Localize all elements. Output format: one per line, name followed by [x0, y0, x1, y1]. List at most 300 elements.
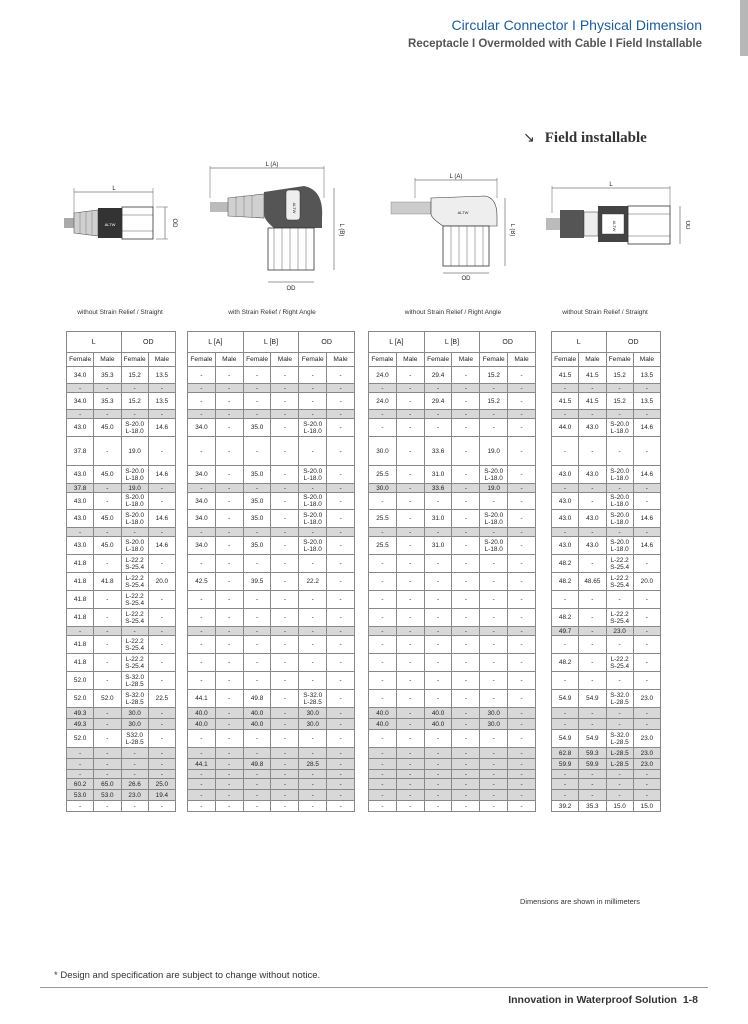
table-cell: - [508, 636, 536, 654]
table-row [369, 393, 536, 410]
table-cell: 49.3 [67, 708, 94, 719]
table-row [552, 770, 661, 779]
table-cell: - [271, 609, 299, 627]
table-cell: - [327, 770, 355, 779]
table-cell: S-20.0 L-18.0 [606, 419, 633, 437]
table-cell: - [480, 493, 508, 510]
table-cell: - [215, 609, 243, 627]
dimension-table-3 [368, 331, 536, 812]
table-cell: - [188, 410, 216, 419]
table-cell: 59.9 [579, 759, 606, 770]
table-cell: 35.3 [94, 393, 121, 410]
table-cell: - [188, 393, 216, 410]
table-cell: - [148, 708, 175, 719]
table-row [67, 573, 176, 591]
table-cell: - [327, 384, 355, 393]
table-cell: - [480, 672, 508, 690]
table-cell: - [327, 627, 355, 636]
table-cell: - [271, 437, 299, 466]
table-cell: - [424, 384, 452, 393]
table-cell: - [327, 790, 355, 801]
table-cell: - [271, 410, 299, 419]
table-cell: - [452, 528, 480, 537]
table-cell: - [271, 510, 299, 528]
table-row [188, 690, 355, 708]
table-cell: - [508, 801, 536, 812]
table-cell: - [508, 466, 536, 484]
table-cell: - [188, 636, 216, 654]
table-cell: 45.0 [94, 537, 121, 555]
table-cell: - [508, 730, 536, 748]
table-cell: 14.6 [633, 466, 660, 484]
table-row [67, 466, 176, 484]
table-cell: 33.6 [424, 484, 452, 493]
table-cell: - [271, 493, 299, 510]
table-row [369, 730, 536, 748]
column-header: L [552, 332, 607, 353]
table-row [188, 528, 355, 537]
table-row [188, 708, 355, 719]
table-row [188, 393, 355, 410]
table-cell: - [67, 384, 94, 393]
table-cell: - [579, 484, 606, 493]
table-cell: - [327, 466, 355, 484]
table-cell: 43.0 [579, 466, 606, 484]
spec-table [187, 331, 355, 812]
table-cell: - [67, 410, 94, 419]
table-cell: 13.5 [633, 367, 660, 384]
table-row [67, 367, 176, 384]
table-cell: - [243, 801, 271, 812]
table-cell: 22.2 [299, 573, 327, 591]
table-row [188, 510, 355, 528]
table-row [188, 627, 355, 636]
table-cell: - [508, 510, 536, 528]
table-cell: 15.2 [480, 393, 508, 410]
table-cell: 25.5 [369, 510, 397, 528]
table-cell: - [396, 609, 424, 627]
table-row [552, 466, 661, 484]
table-cell: 23.0 [633, 730, 660, 748]
column-header: OD [299, 332, 355, 353]
table-cell: 41.5 [579, 393, 606, 410]
table-cell: 35.0 [243, 466, 271, 484]
table-cell: - [94, 759, 121, 770]
table-cell: 34.0 [188, 493, 216, 510]
table-cell: - [94, 801, 121, 812]
table-cell: - [452, 770, 480, 779]
table-cell: - [271, 393, 299, 410]
table-row [188, 555, 355, 573]
table-row [67, 654, 176, 672]
table-cell: 35.3 [579, 801, 606, 812]
table-cell: - [369, 672, 397, 690]
table-cell: 30.0 [480, 719, 508, 730]
brand-mark: ALTW [104, 222, 116, 227]
table-row [369, 672, 536, 690]
table-cell: 65.0 [94, 779, 121, 790]
table-cell: 20.0 [633, 573, 660, 591]
table-cell: - [271, 466, 299, 484]
table-cell: - [508, 748, 536, 759]
table-cell: - [579, 790, 606, 801]
table-cell: - [369, 591, 397, 609]
table-cell: - [606, 770, 633, 779]
table-cell: - [579, 654, 606, 672]
table-row [552, 801, 661, 812]
table-row [188, 636, 355, 654]
table-cell: - [369, 555, 397, 573]
table-cell: 15.2 [480, 367, 508, 384]
table-cell: - [508, 708, 536, 719]
table-cell: - [633, 437, 660, 466]
table-cell: - [369, 801, 397, 812]
table-cell: - [299, 410, 327, 419]
table-cell: - [369, 609, 397, 627]
table-cell: - [579, 528, 606, 537]
table-row [67, 537, 176, 555]
table-cell: 30.0 [480, 708, 508, 719]
gender-subheader: Female [67, 353, 94, 367]
table-cell: 49.8 [243, 690, 271, 708]
brand-mark: ALTW [292, 202, 297, 214]
table-cell: 13.5 [148, 367, 175, 384]
table-cell: 14.6 [633, 510, 660, 528]
table-row [67, 493, 176, 510]
table-cell: - [94, 528, 121, 537]
table-cell: - [243, 555, 271, 573]
table-cell: - [148, 759, 175, 770]
table-row [552, 672, 661, 690]
table-cell: 59.3 [579, 748, 606, 759]
table-cell: 14.6 [633, 419, 660, 437]
table-cell: - [452, 609, 480, 627]
table-cell: - [67, 528, 94, 537]
table-row [188, 493, 355, 510]
section-heading [523, 130, 647, 147]
table-cell: - [606, 719, 633, 730]
table-cell: - [633, 555, 660, 573]
table-cell: 34.0 [188, 466, 216, 484]
table-cell: - [396, 437, 424, 466]
table-cell: - [299, 384, 327, 393]
table-cell: S-32.0 L-28.5 [606, 690, 633, 708]
table-cell: - [243, 393, 271, 410]
table-cell: - [606, 384, 633, 393]
table-row [552, 627, 661, 636]
table-row [67, 690, 176, 708]
table-cell: - [327, 393, 355, 410]
table-cell: L-28.5 [606, 759, 633, 770]
table-cell: - [452, 466, 480, 484]
table-cell: 19.4 [148, 790, 175, 801]
table-cell: - [508, 609, 536, 627]
table-cell: - [299, 555, 327, 573]
table-cell: - [299, 779, 327, 790]
table-cell: 49.3 [67, 719, 94, 730]
gender-subheader: Male [94, 353, 121, 367]
table-row [67, 672, 176, 690]
table-cell: 45.0 [94, 510, 121, 528]
table-row [369, 748, 536, 759]
table-cell: 19.0 [121, 437, 148, 466]
table-cell: - [579, 410, 606, 419]
table-cell: S-20.0 L-18.0 [299, 537, 327, 555]
table-cell: S-20.0 L-18.0 [606, 537, 633, 555]
table-cell: 41.5 [552, 393, 579, 410]
table-cell: - [121, 759, 148, 770]
table-cell: 40.0 [243, 719, 271, 730]
table-cell: 25.5 [369, 537, 397, 555]
table-cell: - [396, 367, 424, 384]
table-row [67, 410, 176, 419]
table-cell: - [369, 384, 397, 393]
dimension-table-2 [187, 331, 355, 812]
table-cell: - [579, 779, 606, 790]
table-cell: - [271, 790, 299, 801]
table-row [188, 730, 355, 748]
table-cell: - [148, 528, 175, 537]
table-cell: - [579, 493, 606, 510]
table-cell: 43.0 [552, 493, 579, 510]
table-cell: 49.7 [552, 627, 579, 636]
table-cell: - [633, 627, 660, 636]
table-cell: 40.0 [369, 719, 397, 730]
table-cell: - [396, 627, 424, 636]
table-cell: - [369, 690, 397, 708]
table-cell: 60.2 [67, 779, 94, 790]
table-cell: - [299, 748, 327, 759]
table-cell: 19.0 [480, 484, 508, 493]
table-cell: S-32.0 L-28.5 [606, 730, 633, 748]
table-row [67, 790, 176, 801]
table-cell: - [552, 708, 579, 719]
table-cell: - [271, 770, 299, 779]
table-cell: - [148, 654, 175, 672]
table-cell: - [452, 573, 480, 591]
table-cell: 43.0 [552, 510, 579, 528]
table-cell: - [579, 708, 606, 719]
table-cell: 43.0 [579, 419, 606, 437]
table-cell: - [327, 437, 355, 466]
table-cell: 40.0 [188, 719, 216, 730]
table-cell: - [121, 384, 148, 393]
table-row [369, 410, 536, 419]
table-cell: 45.0 [94, 466, 121, 484]
table-cell: - [94, 591, 121, 609]
table-cell: - [121, 770, 148, 779]
table-cell: S-20.0 L-18.0 [299, 466, 327, 484]
table-cell: 14.6 [148, 537, 175, 555]
table-row [552, 573, 661, 591]
table-cell: - [215, 555, 243, 573]
table-cell: 15.2 [606, 393, 633, 410]
table-cell: - [452, 591, 480, 609]
table-row [67, 393, 176, 410]
table-cell: - [480, 790, 508, 801]
table-cell: 41.8 [67, 636, 94, 654]
table-cell: - [480, 759, 508, 770]
table-cell: - [148, 493, 175, 510]
table-cell: - [327, 419, 355, 437]
table-cell: - [369, 790, 397, 801]
table-row [188, 419, 355, 437]
table-cell: - [299, 484, 327, 493]
table-cell: - [424, 801, 452, 812]
page-title: Circular Connector I Physical Dimension [451, 17, 702, 33]
table-cell: - [369, 493, 397, 510]
table-cell: - [148, 627, 175, 636]
table-cell: - [480, 555, 508, 573]
table-cell: L-22.2 S-25.4 [606, 573, 633, 591]
table-cell: - [148, 591, 175, 609]
dim-la-label: L (A) [449, 174, 463, 180]
dimension-table-1 [66, 331, 176, 812]
table-cell: 41.5 [552, 367, 579, 384]
table-cell: - [327, 690, 355, 708]
table-cell: - [148, 801, 175, 812]
table-cell: - [94, 410, 121, 419]
table-cell: 22.5 [148, 690, 175, 708]
table-cell: 34.0 [188, 419, 216, 437]
table-cell: 37.8 [67, 437, 94, 466]
table-cell: - [452, 537, 480, 555]
table-cell: 15.2 [121, 367, 148, 384]
table-cell: - [94, 654, 121, 672]
table-cell: 35.3 [94, 367, 121, 384]
table-cell: S-20.0 L-18.0 [121, 419, 148, 437]
gender-subheader: Male [396, 353, 424, 367]
table-cell: 29.4 [424, 367, 452, 384]
gender-subheader: Female [243, 353, 271, 367]
table-cell: 43.0 [67, 510, 94, 528]
table-row [552, 367, 661, 384]
table-cell: - [452, 708, 480, 719]
drawing-right-angle-strain-relief [204, 158, 354, 300]
table-cell: - [121, 410, 148, 419]
table-cell: 29.4 [424, 393, 452, 410]
table-cell: - [299, 672, 327, 690]
drawing-right-angle-no-strain-relief [385, 158, 515, 300]
column-header: L [A] [369, 332, 425, 353]
table-cell: - [327, 654, 355, 672]
table-cell: - [508, 367, 536, 384]
table-cell: - [552, 770, 579, 779]
table-cell: - [188, 528, 216, 537]
table-cell: - [508, 410, 536, 419]
table-cell: - [452, 801, 480, 812]
table-cell: - [215, 393, 243, 410]
table-cell: - [633, 384, 660, 393]
brand-mark: ALTW [612, 220, 617, 232]
table-row [552, 730, 661, 748]
table-cell: - [396, 748, 424, 759]
table-cell: - [396, 384, 424, 393]
table-row [188, 537, 355, 555]
table-cell: - [299, 393, 327, 410]
table-cell: - [633, 591, 660, 609]
table-row [552, 790, 661, 801]
table-cell: 23.0 [633, 759, 660, 770]
table-cell: - [396, 466, 424, 484]
table-row [369, 493, 536, 510]
table-cell: - [633, 410, 660, 419]
spec-table [66, 331, 176, 812]
table-cell: - [299, 770, 327, 779]
table-cell: - [148, 719, 175, 730]
table-cell: 53.0 [67, 790, 94, 801]
table-cell: - [243, 748, 271, 759]
table-cell: 26.6 [121, 779, 148, 790]
table-cell: - [215, 510, 243, 528]
table-cell: 52.0 [67, 672, 94, 690]
footer [508, 994, 698, 1006]
dim-lb-label: L (B) [509, 223, 515, 237]
table-cell: - [243, 484, 271, 493]
table-row [369, 484, 536, 493]
table-cell: - [327, 493, 355, 510]
table-cell: L-22.2 S-25.4 [121, 555, 148, 573]
table-cell: 41.8 [67, 654, 94, 672]
table-row [188, 437, 355, 466]
table-cell: - [271, 573, 299, 591]
table-cell: - [424, 609, 452, 627]
table-cell: - [579, 636, 606, 654]
table-cell: - [148, 770, 175, 779]
table-row [67, 748, 176, 759]
table-cell: - [327, 779, 355, 790]
table-cell: - [508, 537, 536, 555]
table-cell: - [215, 801, 243, 812]
table-cell: - [271, 759, 299, 770]
table-cell: - [215, 748, 243, 759]
table-cell: - [243, 627, 271, 636]
table-cell: 41.8 [67, 591, 94, 609]
table-row [369, 801, 536, 812]
table-cell: - [188, 591, 216, 609]
table-cell: - [452, 437, 480, 466]
table-cell: 20.0 [148, 573, 175, 591]
table-cell: - [508, 690, 536, 708]
table-cell: - [480, 591, 508, 609]
table-row [552, 779, 661, 790]
table-cell: - [299, 730, 327, 748]
table-row [369, 573, 536, 591]
table-cell: - [396, 654, 424, 672]
table-cell: 44.1 [188, 759, 216, 770]
table-cell: 39.5 [243, 573, 271, 591]
dim-lb-label: L (B) [338, 223, 344, 237]
table-cell: - [480, 770, 508, 779]
table-cell: - [121, 627, 148, 636]
table-cell: 24.0 [369, 393, 397, 410]
table-row [369, 790, 536, 801]
table-cell: 19.0 [121, 484, 148, 493]
table-cell: S-20.0 L-18.0 [121, 537, 148, 555]
table-row [552, 708, 661, 719]
table-cell: S-20.0 L-18.0 [480, 537, 508, 555]
table-cell: L-22.2 S-25.4 [121, 609, 148, 627]
table-cell: 37.8 [67, 484, 94, 493]
table-cell: - [94, 484, 121, 493]
table-cell: 35.0 [243, 510, 271, 528]
table-cell: 43.0 [579, 510, 606, 528]
table-cell: - [243, 367, 271, 384]
table-cell: - [299, 636, 327, 654]
table-cell: 13.5 [148, 393, 175, 410]
table-cell: - [424, 591, 452, 609]
table-cell: - [480, 779, 508, 790]
